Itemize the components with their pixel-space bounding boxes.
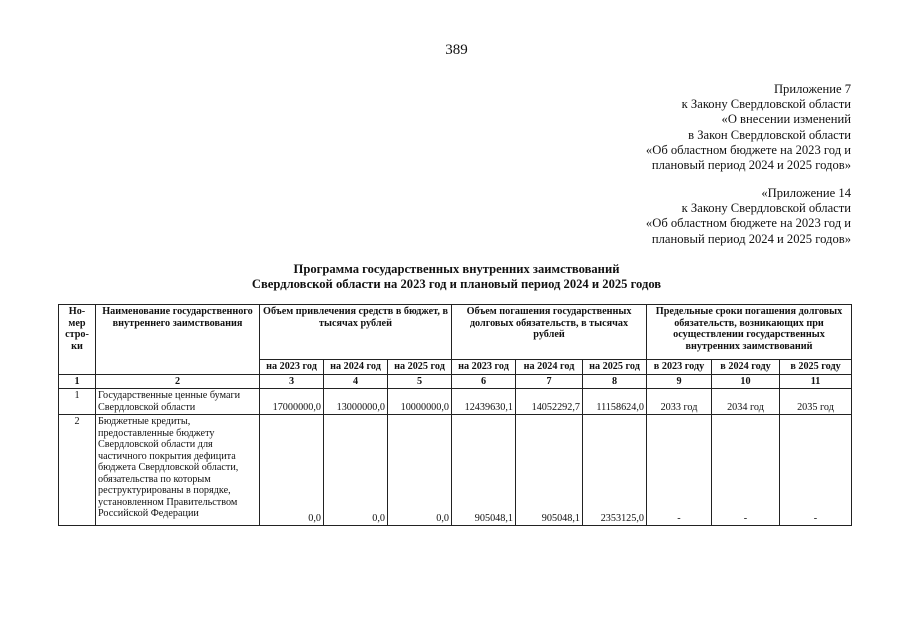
annex-line: «Об областном бюджете на 2023 год и [645,216,851,231]
subheader-cell: в 2025 году [780,360,852,375]
subheader-cell: на 2024 год [516,360,583,375]
column-number: 8 [583,374,647,389]
value-cell: 0,0 [260,415,324,526]
term-cell: 2034 год [712,389,780,415]
title-line-1: Программа государственных внутренних заимствований [293,262,620,276]
column-number: 10 [712,374,780,389]
column-number: 4 [324,374,388,389]
value-cell: 14052292,7 [516,389,583,415]
subheader-cell: на 2023 год [452,360,516,375]
header-terms: Предельные сроки погашения долговых обязательств, возникающих при осуществлении государственных внутренних заимствований [647,305,852,360]
value-cell: 0,0 [388,415,452,526]
value-cell: 11158624,0 [583,389,647,415]
row-number: 1 [59,389,96,415]
column-number: 3 [260,374,324,389]
subheader-cell: на 2024 год [324,360,388,375]
term-cell: - [780,415,852,526]
document-title [0,262,913,292]
column-number-row [59,374,852,389]
column-number: 5 [388,374,452,389]
column-number: 1 [59,374,96,389]
annex-line: к Закону Свердловской области [681,97,851,112]
annex-line: плановый период 2024 и 2025 годов» [651,231,851,246]
subheader-cell: в 2023 году [647,360,712,375]
annex-line: «Приложение 14 [761,186,851,200]
annex-line: плановый период 2024 и 2025 годов» [651,158,851,173]
value-cell: 17000000,0 [260,389,324,415]
subheader-cell: на 2025 год [583,360,647,375]
subheader-cell: в 2024 году [712,360,780,375]
annex-14-header [646,186,851,247]
value-cell: 905048,1 [516,415,583,526]
header-row-number: Но-мер стро-ки [59,305,96,375]
value-cell: 905048,1 [452,415,516,526]
column-number: 6 [452,374,516,389]
column-number: 11 [780,374,852,389]
value-cell: 0,0 [324,415,388,526]
term-cell: - [647,415,712,526]
borrowing-name: Бюджетные кредиты, предоставленные бюджету Свердловской области для частичного покрытия дефицита бюджета Свердловской области, обязательства по которым реструктурированы в порядке, установленном Правительством Российской Федерации [96,415,260,526]
subheader-cell: на 2025 год [388,360,452,375]
term-cell: 2033 год [647,389,712,415]
value-cell: 10000000,0 [388,389,452,415]
column-number: 7 [516,374,583,389]
value-cell: 2353125,0 [583,415,647,526]
term-cell: 2035 год [780,389,852,415]
value-cell: 13000000,0 [324,389,388,415]
row-number: 2 [59,415,96,526]
term-cell: - [712,415,780,526]
annex-7-header [646,82,851,173]
column-number: 2 [96,374,260,389]
borrowing-name: Государственные ценные бумаги Свердловской области [96,389,260,415]
table-row [59,415,852,526]
column-number: 9 [647,374,712,389]
page-number: 389 [445,42,468,58]
annex-line: «Об областном бюджете на 2023 год и [645,142,851,157]
annex-line: к Закону Свердловской области [681,201,851,216]
borrowing-program-table [58,304,852,526]
subheader-cell: на 2023 год [260,360,324,375]
annex-line: «О внесении изменений [721,112,851,127]
annex-line: в Закон Свердловской области [688,127,851,142]
value-cell: 12439630,1 [452,389,516,415]
annex-line: Приложение 7 [773,82,851,96]
header-name: Наименование государственного внутреннего заимствования [96,305,260,375]
title-line-2: Свердловской области на 2023 год и плановый период 2024 и 2025 годов [251,277,662,291]
header-repayment: Объем погашения государственных долговых обязательств, в тысячах рублей [452,305,647,360]
header-attraction: Объем привлечения средств в бюджет, в тысячах рублей [260,305,452,360]
table-row [59,389,852,415]
